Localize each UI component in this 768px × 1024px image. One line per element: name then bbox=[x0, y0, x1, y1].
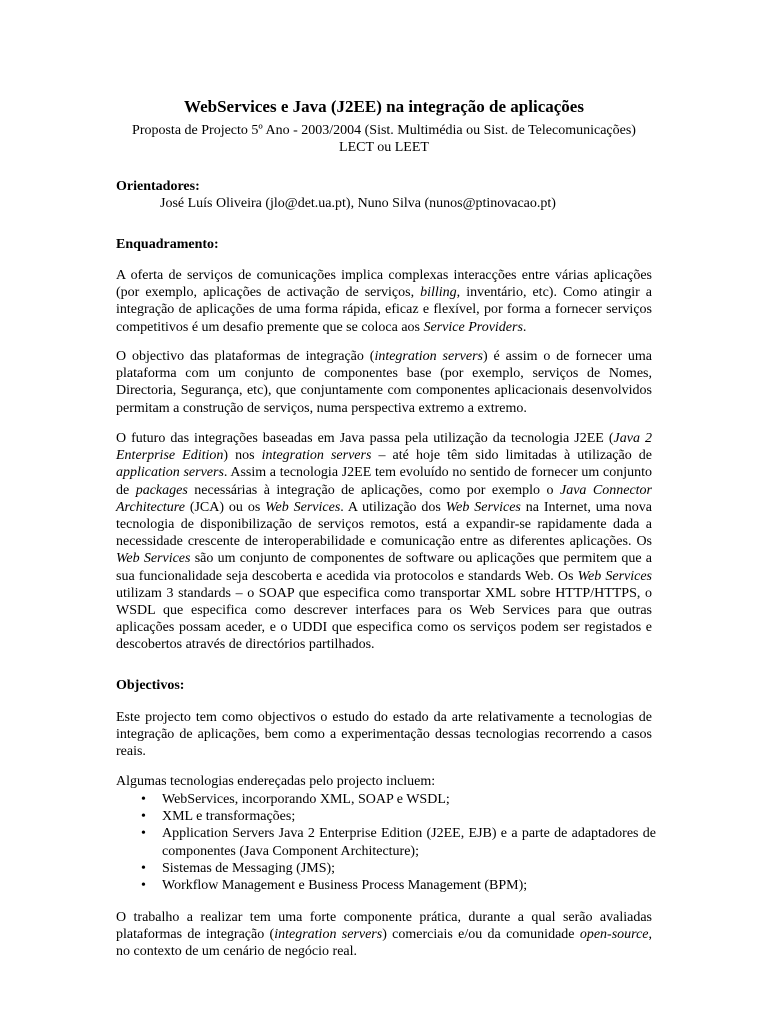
objectivos-paragraph-2: Algumas tecnologias endereçadas pelo projecto incluem: bbox=[116, 774, 436, 789]
enquadramento-heading: Enquadramento: bbox=[116, 237, 219, 252]
document-subtitle bbox=[100, 122, 668, 156]
objectivos-heading: Objectivos: bbox=[116, 678, 185, 693]
objectivos-paragraph-1: Este projecto tem como objectivos o estudo do estado da arte relativamente a tecnologias de integração de aplicações, bem como a experimentação dessas tecnologias recorrendo a casos reais. bbox=[116, 710, 652, 760]
list-item: • Sistemas de Messaging (JMS); bbox=[141, 860, 336, 876]
list-item: • WebServices, incorporando XML, SOAP e WSDL; bbox=[141, 792, 450, 807]
subtitle-line-1: Proposta de Projecto 5º Ano - 2003/2004 (Sist. Multimédia ou Sist. de Telecomunicações) bbox=[132, 123, 636, 138]
enquadramento-paragraph-1: A oferta de serviços de comunicações implica complexas interacções entre várias aplicações (por exemplo, aplicações de activação de serviços, billing, inventário, etc). Como atingir a integração de aplicações de uma forma rápida, eficaz e flexível, por forma a fornecer serviços competitivos é um desafio premente que se coloca aos Service Providers. bbox=[116, 268, 652, 335]
enquadramento-paragraph-2: O objectivo das plataformas de integração (integration servers) é assim o de fornecer uma plataforma com um conjunto de componentes base (por exemplo, serviços de Nomes, Directoria, Segurança, etc), que conjuntamente com componentes aplicacionais desenvolvidos permitam a construção de serviços, numa perspectiva extremo a extremo. bbox=[116, 349, 653, 416]
bullet-icon: • bbox=[141, 878, 146, 894]
enquadramento-paragraph-3: O futuro das integrações baseadas em Java passa pela utilização da tecnologia J2EE (Java 2 Enterprise Edition) nos integration servers – até hoje têm sido limitadas à utilização de application servers. Assim a tecnologia J2EE tem evoluído no sentido de fornecer um conjunto de packages necessárias à integração de aplicações, como por exemplo o Java Connector Architecture (JCA) ou os Web Services. A utilização dos Web Services na Internet, uma nova tecnologia de disponibilização de serviços remotos, está a expandir-se rapidamente dada a necessidade crescente de interoperabilidade e comunicação entre as diferentes aplicações. Os Web Services são um conjunto de componentes de software ou aplicações que permitem que a sua funcionalidade seja descoberta e acedida via protocolos e standards Web. Os Web Services utilizam 3 standards – o SOAP que especifica como transportar XML sobre HTTP/HTTPS, o WSDL que especifica como descrever interfaces para os Web Services para que outras aplicações possam aceder, e o UDDI que especifica como os serviços podem ser registados e descobertos através de directórios partilhados. bbox=[116, 431, 653, 653]
orientadores-heading: Orientadores: bbox=[116, 179, 200, 194]
document-title: WebServices e Java (J2EE) na integração de aplicações bbox=[184, 97, 584, 116]
list-item: • Application Servers Java 2 Enterprise Edition (J2EE, EJB) e a parte de adaptadores de componentes (Java Component Architecture); bbox=[141, 826, 656, 859]
bullet-icon: • bbox=[141, 826, 146, 842]
subtitle-line-2: LECT ou LEET bbox=[339, 140, 429, 155]
bullet-icon: • bbox=[141, 860, 146, 876]
orientadores-text: José Luís Oliveira (jlo@det.ua.pt), Nuno Silva (nunos@ptinovacao.pt) bbox=[160, 196, 556, 211]
bullet-icon: • bbox=[141, 792, 146, 807]
objectivos-paragraph-3: O trabalho a realizar tem uma forte componente prática, durante a qual serão avaliadas plataformas de integração (integration servers) comerciais e/ou da comunidade open-source, no contexto de um cenário de negócio real. bbox=[116, 910, 653, 960]
technologies-list bbox=[116, 791, 656, 894]
bullet-icon: • bbox=[141, 809, 146, 825]
list-item: • Workflow Management e Business Process Management (BPM); bbox=[141, 878, 528, 894]
list-item: • XML e transformações; bbox=[141, 809, 296, 825]
